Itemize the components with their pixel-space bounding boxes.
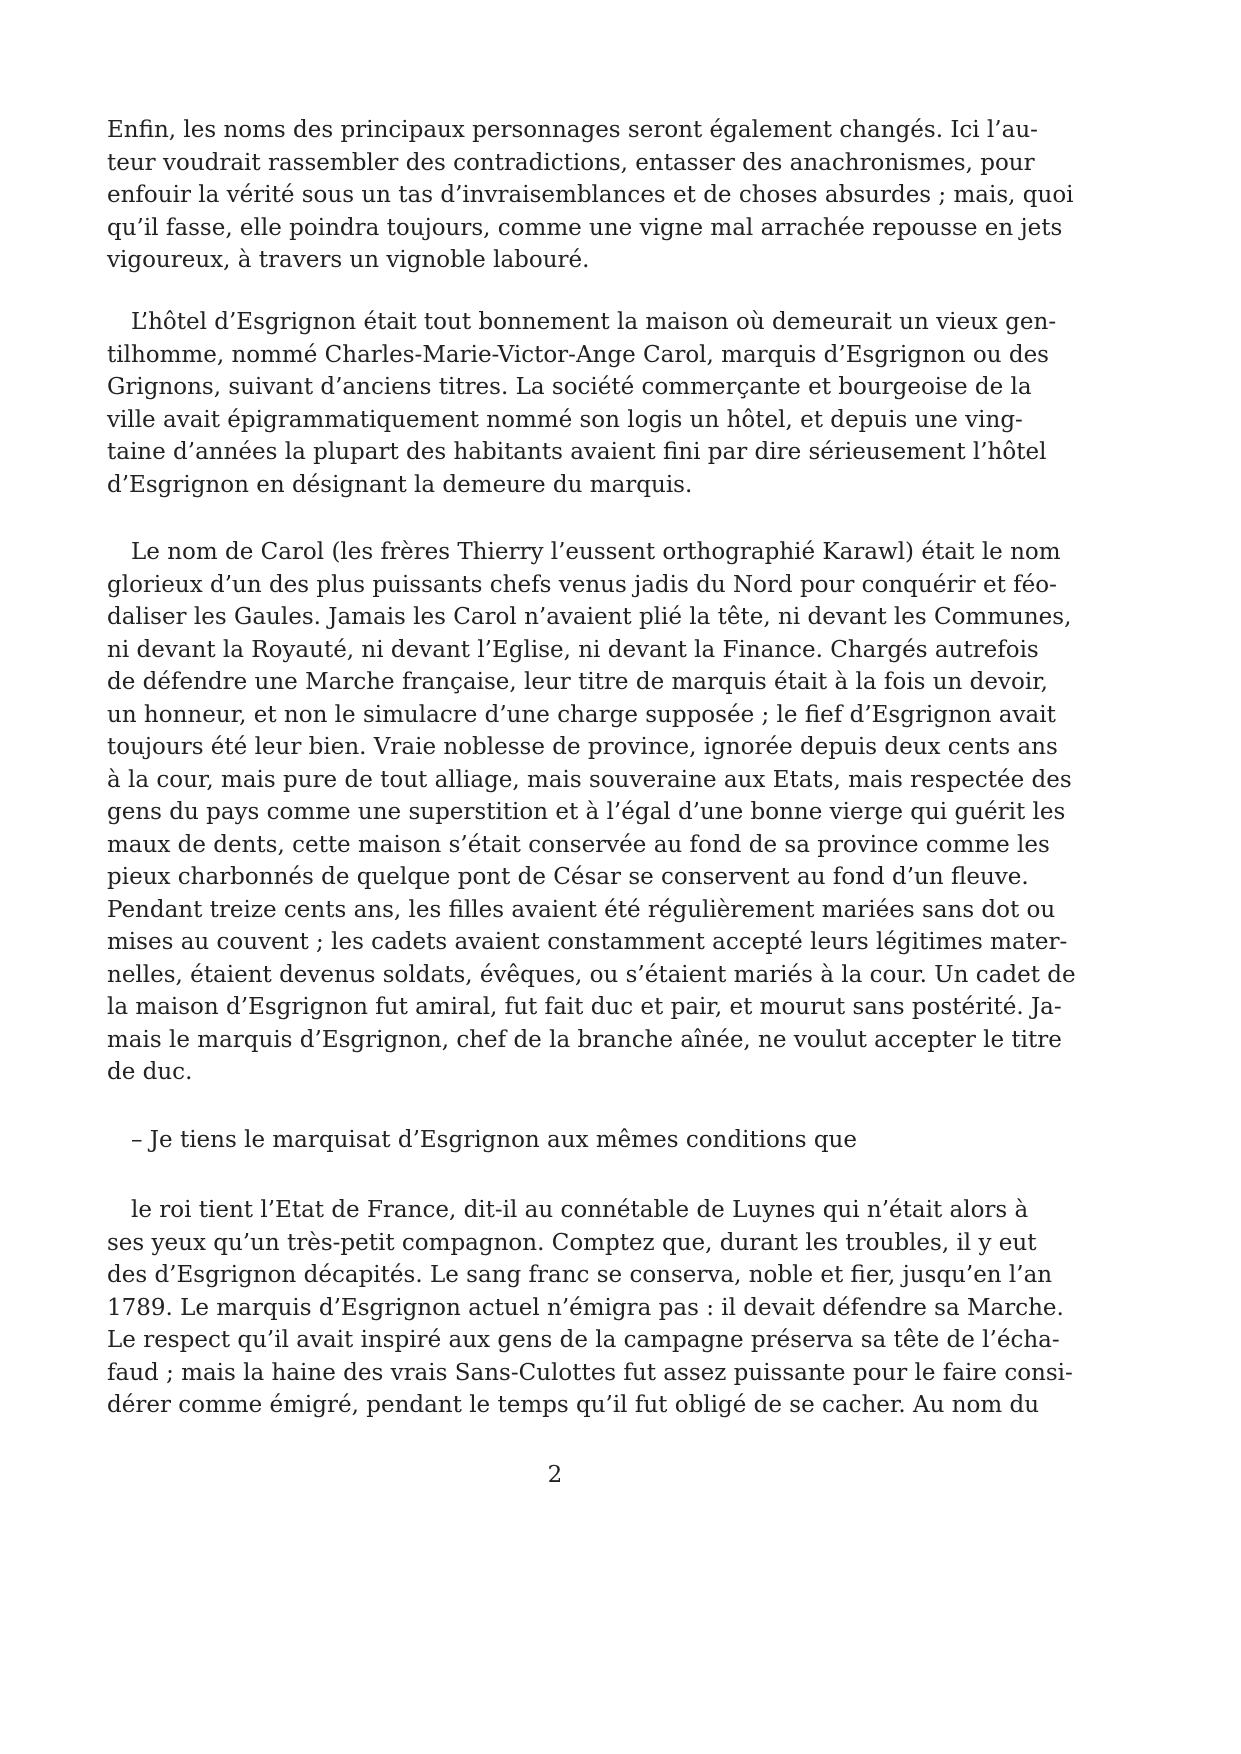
text-line: L’hôtel d’Esgrignon était tout bonnement la maison où demeurait un vieux gen- (131, 309, 1057, 335)
text-line: nelles, étaient devenus soldats, évêques, ou s’étaient mariés à la cour. Un cadet de (107, 961, 1076, 988)
text-line: enfouir la vérité sous un tas d’invraisemblances et de choses absurdes ; mais, quoi (107, 182, 1074, 208)
text-line: maux de dents, cette maison s’était conservée au fond de sa province comme les (107, 831, 1050, 858)
text-line: de défendre une Marche française, leur titre de marquis était à la fois un devoir, (107, 669, 1048, 695)
text-line: Le nom de Carol (les frères Thierry l’eussent orthographié Karawl) était le nom (131, 539, 1061, 565)
text-line: des d’Esgrignon décapités. Le sang franc se conserva, noble et fier, jusqu’en l’an (107, 1262, 1053, 1288)
text-line: – Je tiens le marquisat d’Esgrignon aux mêmes conditions que (131, 1127, 857, 1153)
page-number: 2 (547, 1462, 563, 1488)
text-line: toujours été leur bien. Vraie noblesse de province, ignorée depuis deux cents ans (107, 734, 1058, 760)
text-line: Grignons, suivant d’anciens titres. La société commerçante et bourgeoise de la (107, 374, 1032, 400)
text-line: la maison d’Esgrignon fut amiral, fut fait duc et pair, et mourut sans postérité. Ja- (107, 994, 1062, 1020)
text-line: dérer comme émigré, pendant le temps qu’il fut obligé de se cacher. Au nom du (107, 1392, 1040, 1418)
text-line: glorieux d’un des plus puissants chefs venus jadis du Nord pour conquérir et féo- (107, 571, 1057, 598)
text-line: ville avait épigrammatiquement nommé son logis un hôtel, et depuis une ving- (107, 406, 1023, 433)
paragraph (107, 536, 1076, 1089)
text-line: Enfin, les noms des principaux personnages seront également changés. Ici l’au- (107, 117, 1038, 143)
text-line: faud ; mais la haine des vrais Sans-Culottes fut assez puissante pour le faire consi- (107, 1359, 1073, 1386)
text-line: qu’il fasse, elle poindra toujours, comme une vigne mal arrachée repousse en jets (107, 214, 1063, 241)
text-line: taine d’années la plupart des habitants avaient fini par dire sérieusement l’hôtel (107, 439, 1047, 465)
text-line: Pendant treize cents ans, les filles avaient été régulièrement mariées sans dot ou (107, 896, 1056, 923)
text-line: mais le marquis d’Esgrignon, chef de la branche aînée, ne voulut accepter le titre (107, 1026, 1062, 1053)
text-line: mises au couvent ; les cadets avaient constamment accepté leurs légitimes mater- (107, 929, 1068, 955)
text-line: daliser les Gaules. Jamais les Carol n’avaient plié la tête, ni devant les Communes, (107, 604, 1072, 630)
text-line: le roi tient l’Etat de France, dit-il au connétable de Luynes qui n’était alors à (131, 1197, 1029, 1223)
text-line: ni devant la Royauté, ni devant l’Eglise, ni devant la Finance. Chargés autrefois (107, 636, 1039, 663)
text-line: gens du pays comme une superstition et à l’égal d’une bonne vierge qui guérit les (107, 799, 1066, 825)
paragraph (107, 1194, 1073, 1422)
text-line: à la cour, mais pure de tout alliage, mais souveraine aux Etats, mais respectée des (107, 766, 1072, 793)
text-line: ses yeux qu’un très-petit compagnon. Comptez que, durant les troubles, il y eut (107, 1229, 1037, 1256)
text-line: 1789. Le marquis d’Esgrignon actuel n’émigra pas : il devait défendre sa Marche. (107, 1294, 1064, 1321)
text-line: pieux charbonnés de quelque pont de César se conservent au fond d’un fleuve. (107, 864, 1029, 890)
text-line: teur voudrait rassembler des contradictions, entasser des anachronismes, pour (107, 149, 1035, 176)
text-line: d’Esgrignon en désignant la demeure du marquis. (107, 471, 693, 498)
text-line: de duc. (107, 1059, 193, 1085)
text-line: tilhomme, nommé Charles-Marie-Victor-Ange Carol, marquis d’Esgrignon ou des (107, 341, 1049, 368)
paragraph (107, 114, 1074, 277)
paragraph (107, 1124, 1003, 1157)
paragraph (107, 306, 1057, 501)
text-line: Le respect qu’il avait inspiré aux gens de la campagne préserva sa tête de l’écha- (107, 1327, 1060, 1353)
text-line: vigoureux, à travers un vignoble labouré. (107, 247, 590, 273)
text-line: un honneur, et non le simulacre d’une charge supposée ; le fief d’Esgrignon avait (107, 701, 1056, 728)
